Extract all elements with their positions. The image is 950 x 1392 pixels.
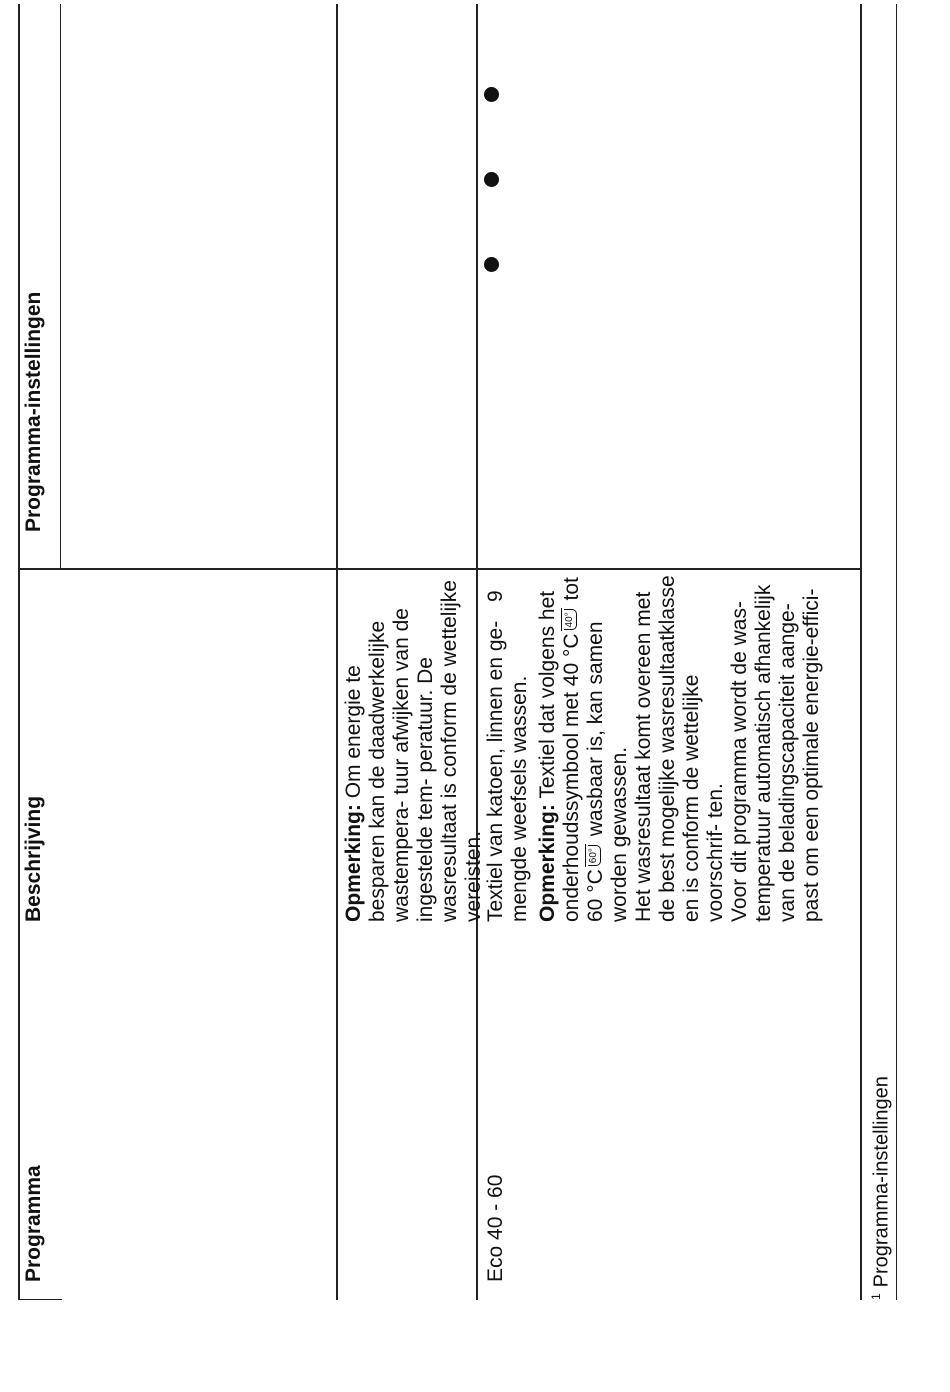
footnote	[864, 1076, 894, 1300]
row-divider-1	[336, 4, 338, 1300]
settings-header-divider	[60, 4, 61, 570]
row1-note-text: Om energie te besparen kan de daadwerkelijke wastempera- tuur afwijken van de ingestelde tem- peratuur. De wasresultaat is conform de wettelijke vereisten.	[342, 580, 485, 922]
row2-temp-text: Voor dit programma wordt de was- temperatuur automatisch afhankelijk van de beladingscapaciteit aange- past om een optimale energie-effici-	[728, 584, 823, 922]
row2-note-label: Opmerking:	[536, 804, 559, 922]
header-settings: Programma-instellingen	[22, 291, 45, 532]
table-bottom-rule	[860, 4, 862, 1300]
row2-result-text: Het wasresultaat komt overeen met de best mogelijke wasresultaatklasse en is conform de wettelijke voorschrif- ten.	[632, 575, 727, 922]
row2-program: Eco 40 - 60	[484, 1174, 507, 1282]
table-top-rule	[18, 4, 20, 1300]
row2-note-text-1: Textiel dat volgens het onderhoudssymbool met 40 °C	[536, 590, 583, 922]
row2-footnote-marker: 9	[484, 590, 507, 602]
row2-intro: Textiel van katoen, linnen en ge- mengde weefsels wassen.	[484, 620, 531, 922]
footnote-text: Programma-instellingen	[870, 1076, 893, 1288]
column-divider	[18, 568, 860, 570]
row2-description	[484, 572, 824, 922]
wash-40-icon: 40°	[564, 609, 577, 630]
footnote-rule	[896, 4, 897, 1300]
row2-note-text-2: tot 60 °C	[560, 577, 607, 922]
footnote-marker: 1	[869, 1293, 883, 1300]
setting-dot	[484, 87, 499, 102]
header-program: Programma	[22, 1165, 45, 1282]
header-divider	[18, 1299, 62, 1300]
row1-description	[342, 572, 486, 922]
header-description: Beschrijving	[22, 795, 45, 922]
row2-note-text-3: wasbaar is, kan samen worden gewassen.	[584, 621, 631, 922]
setting-dot	[484, 257, 499, 272]
setting-dot	[484, 172, 499, 187]
wash-60-icon: 60°	[588, 845, 601, 866]
row1-note-label: Opmerking:	[342, 804, 365, 922]
